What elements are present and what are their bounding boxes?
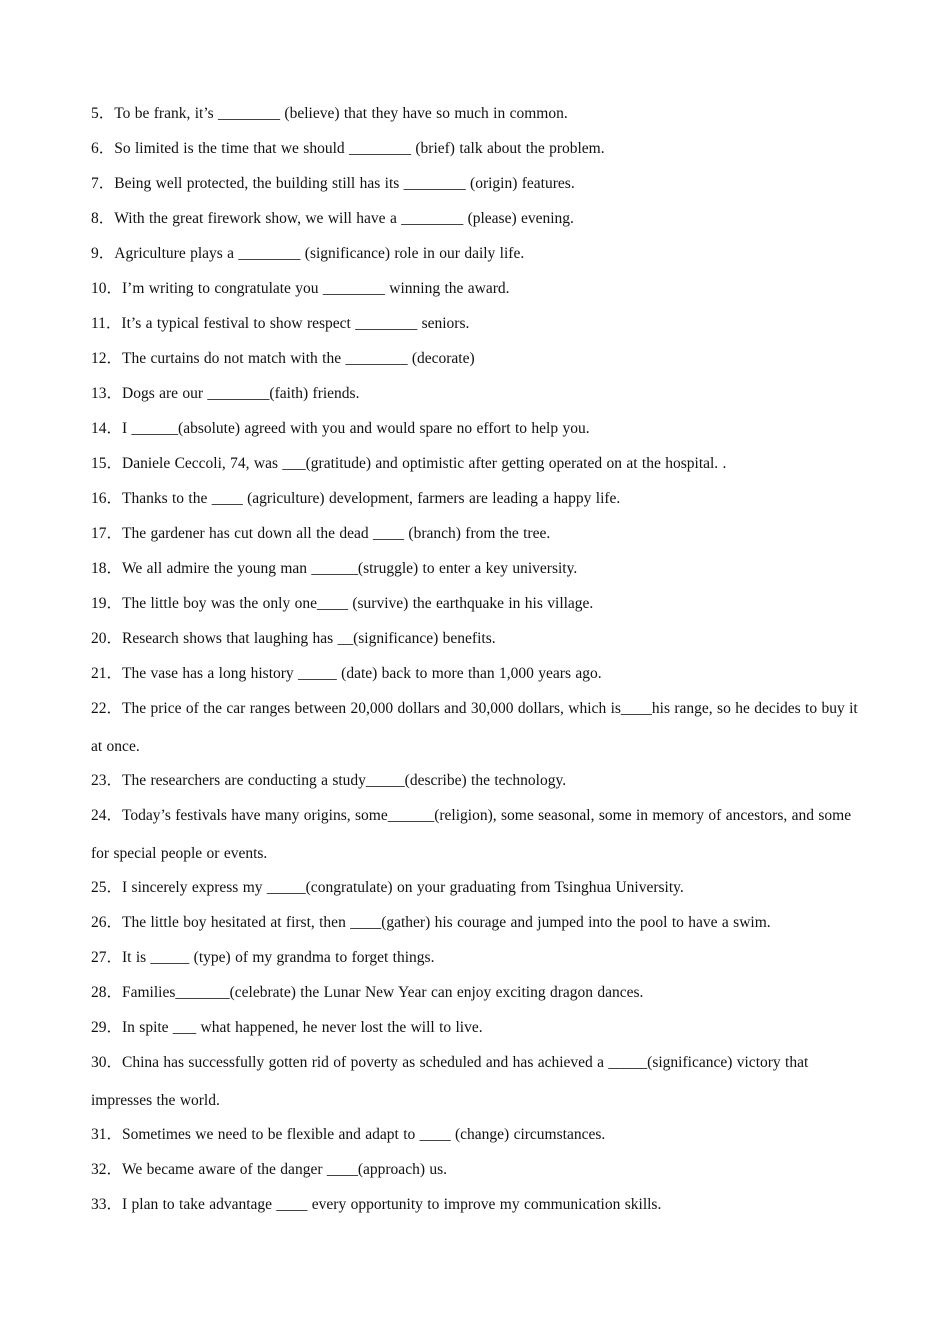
question-item: 16．Thanks to the ____ (agriculture) development, farmers are leading a happy life. (91, 490, 621, 507)
question-item: 5．To be frank, it’s ________ (believe) that they have so much in common. (91, 105, 568, 122)
question-item: 30．China has successfully gotten rid of poverty as scheduled and has achieved a _____(significance) victory that impresses the world. (91, 1054, 809, 1109)
question-item: 18．We all admire the young man ______(struggle) to enter a key university. (91, 560, 578, 577)
question-item: 21．The vase has a long history _____ (date) back to more than 1,000 years ago. (91, 665, 602, 682)
question-item: 20．Research shows that laughing has __(significance) benefits. (91, 630, 496, 647)
question-item: 15．Daniele Ceccoli, 74, was ___(gratitude) and optimistic after getting operated on at the hospital. . (91, 455, 727, 472)
question-item: 29．In spite ___ what happened, he never lost the will to live. (91, 1019, 483, 1036)
question-item: 26．The little boy hesitated at first, then ____(gather) his courage and jumped into the pool to have a swim. (91, 914, 771, 931)
question-item: 32．We became aware of the danger ____(approach) us. (91, 1161, 448, 1178)
question-item: 31．Sometimes we need to be flexible and adapt to ____ (change) circumstances. (91, 1126, 606, 1143)
question-item: 27．It is _____ (type) of my grandma to forget things. (91, 949, 435, 966)
question-item: 13．Dogs are our ________(faith) friends. (91, 385, 360, 402)
question-item: 25．I sincerely express my _____(congratulate) on your graduating from Tsinghua University. (91, 879, 684, 896)
question-item: 14．I ______(absolute) agreed with you and would spare no effort to help you. (91, 420, 590, 437)
question-item: 9．Agriculture plays a ________ (significance) role in our daily life. (91, 245, 525, 262)
question-item: 10．I’m writing to congratulate you ________ winning the award. (91, 280, 510, 297)
question-list (91, 96, 861, 1222)
question-item: 7．Being well protected, the building still has its ________ (origin) features. (91, 175, 575, 192)
question-item: 17．The gardener has cut down all the dead ____ (branch) from the tree. (91, 525, 551, 542)
question-item: 22．The price of the car ranges between 20,000 dollars and 30,000 dollars, which is____his range, so he decides to buy it at once. (91, 700, 858, 755)
question-item: 8．With the great firework show, we will have a ________ (please) evening. (91, 210, 574, 227)
question-item: 12．The curtains do not match with the ________ (decorate) (91, 350, 475, 367)
question-item: 11．It’s a typical festival to show respect ________ seniors. (91, 315, 470, 332)
question-item: 28．Families_______(celebrate) the Lunar New Year can enjoy exciting dragon dances. (91, 984, 644, 1001)
question-item: 33．I plan to take advantage ____ every opportunity to improve my communication skills. (91, 1196, 662, 1213)
question-item: 23．The researchers are conducting a study_____(describe) the technology. (91, 772, 567, 789)
question-item: 24．Today’s festivals have many origins, some______(religion), some seasonal, some in memory of ancestors, and some for special people or events. (91, 807, 852, 862)
question-item: 6．So limited is the time that we should ________ (brief) talk about the problem. (91, 140, 605, 157)
question-item: 19．The little boy was the only one____ (survive) the earthquake in his village. (91, 595, 594, 612)
